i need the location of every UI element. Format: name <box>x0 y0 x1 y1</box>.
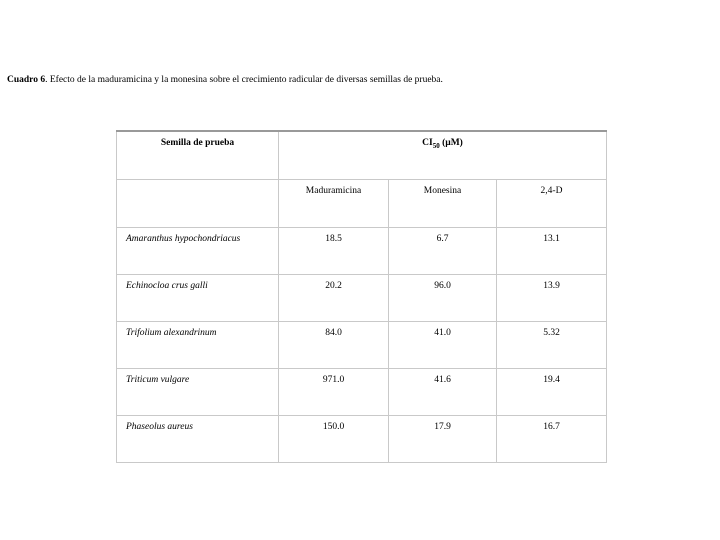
value-maduramicina: 18.5 <box>325 233 342 244</box>
species-cell <box>117 415 279 462</box>
species-name: Echinocloa crus galli <box>126 280 208 291</box>
species-cell <box>117 321 279 368</box>
value-24d: 19.4 <box>543 374 560 385</box>
header-ci50 <box>279 132 606 150</box>
value-maduramicina: 84.0 <box>325 327 342 338</box>
subheader-empty-cell <box>117 179 279 227</box>
value-cell <box>279 227 389 274</box>
header-row <box>117 131 607 179</box>
header-ci50-prefix: CI <box>422 138 433 148</box>
species-cell <box>117 227 279 274</box>
value-cell <box>497 274 607 321</box>
value-maduramicina: 971.0 <box>322 374 345 385</box>
species-name: Phaseolus aureus <box>126 421 193 432</box>
header-ci50-sub: 50 <box>432 141 440 150</box>
header-ci50-suffix: (µM) <box>439 138 463 148</box>
species-cell <box>117 368 279 415</box>
value-maduramicina: 20.2 <box>325 280 342 291</box>
subheader-maduramicina: Maduramicina <box>305 185 362 196</box>
table-row <box>117 321 607 368</box>
value-24d: 5.32 <box>543 327 560 338</box>
species-name: Triticum vulgare <box>126 374 190 385</box>
value-cell <box>497 321 607 368</box>
subheader-cell <box>497 179 607 227</box>
species-name: Amaranthus hypochondriacus <box>126 233 241 244</box>
header-seed-cell <box>117 131 279 179</box>
value-cell <box>279 368 389 415</box>
table-row <box>117 227 607 274</box>
value-cell <box>389 415 497 462</box>
value-24d: 13.1 <box>543 233 560 244</box>
value-monesina: 96.0 <box>434 280 451 291</box>
caption-label: Cuadro 6 <box>7 75 46 85</box>
results-table <box>116 130 607 463</box>
value-cell <box>279 415 389 462</box>
value-24d: 13.9 <box>543 280 560 291</box>
header-ci50-cell <box>279 131 607 179</box>
value-cell <box>389 321 497 368</box>
value-cell <box>497 227 607 274</box>
species-cell <box>117 274 279 321</box>
value-cell <box>389 368 497 415</box>
value-cell <box>497 415 607 462</box>
header-seed: Semilla de prueba <box>160 138 235 148</box>
subheader-row <box>117 179 607 227</box>
table-row <box>117 368 607 415</box>
value-monesina: 41.6 <box>434 374 451 385</box>
value-maduramicina: 150.0 <box>322 421 345 432</box>
value-monesina: 41.0 <box>434 327 451 338</box>
value-cell <box>389 227 497 274</box>
subheader-cell <box>389 179 497 227</box>
subheader-24d: 2,4-D <box>540 185 563 196</box>
value-cell <box>279 321 389 368</box>
table-row <box>117 274 607 321</box>
value-monesina: 17.9 <box>434 421 451 432</box>
subheader-cell <box>279 179 389 227</box>
value-24d: 16.7 <box>543 421 560 432</box>
value-cell <box>497 368 607 415</box>
value-cell <box>389 274 497 321</box>
subheader-monesina: Monesina <box>423 185 462 196</box>
value-monesina: 6.7 <box>436 233 449 244</box>
value-cell <box>279 274 389 321</box>
table-row <box>117 415 607 462</box>
table-caption <box>7 75 707 85</box>
species-name: Trifolium alexandrinum <box>126 327 217 338</box>
caption-text: . Efecto de la maduramicina y la monesina sobre el crecimiento radicular de diversas semillas de prueba. <box>45 75 443 85</box>
